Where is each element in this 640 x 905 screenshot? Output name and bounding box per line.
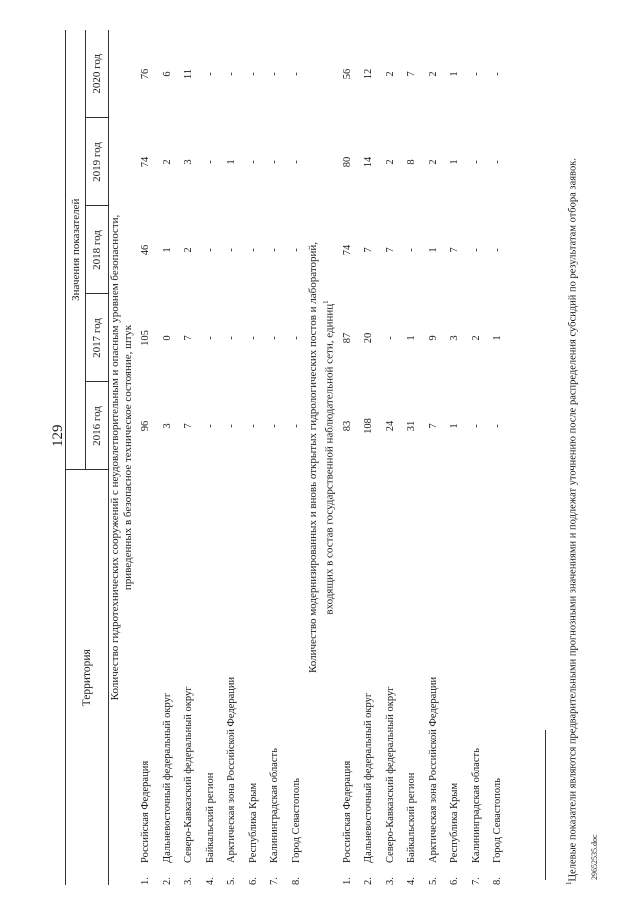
value-cell: - — [269, 72, 281, 76]
value-cell: - — [290, 72, 302, 76]
value-cell: 76 — [140, 68, 152, 80]
value-cell: 1 — [449, 423, 461, 429]
value-cell: 46 — [140, 244, 152, 256]
value-cell: 7 — [449, 247, 461, 253]
value-cell: - — [226, 72, 238, 76]
table-row — [337, 30, 359, 885]
value-cell: - — [226, 424, 238, 428]
territory-name: Республика Крым — [449, 782, 461, 863]
footnote-marker: 1 — [565, 881, 573, 885]
value-cell: 3 — [449, 335, 461, 341]
value-cell: - — [406, 248, 418, 252]
row-number: 2. — [161, 877, 173, 885]
indicator-values-header: Значения показателей — [66, 30, 86, 470]
value-cell: - — [204, 160, 216, 164]
year-header: 2018 год — [86, 206, 109, 294]
value-cell: 2 — [427, 159, 439, 165]
value-cell: - — [290, 160, 302, 164]
value-cell: - — [492, 248, 504, 252]
indicators-table — [65, 30, 509, 885]
value-cell: - — [290, 424, 302, 428]
value-cell: 6 — [161, 71, 173, 77]
value-cell: - — [247, 424, 259, 428]
value-cell: - — [269, 424, 281, 428]
table-body — [109, 30, 509, 885]
row-number: 5. — [226, 877, 238, 885]
section-title-row — [109, 30, 136, 885]
row-number: 8. — [290, 877, 302, 885]
value-cell: 2 — [470, 335, 482, 341]
value-cell: - — [269, 336, 281, 340]
table-row — [178, 30, 200, 885]
row-number: 1. — [341, 877, 353, 885]
section-title-line — [122, 30, 135, 885]
value-cell: 11 — [183, 68, 195, 80]
table-row — [221, 30, 243, 885]
value-cell: - — [492, 160, 504, 164]
value-cell: - — [247, 72, 259, 76]
value-cell: 7 — [363, 247, 375, 253]
table-row — [286, 30, 308, 885]
territory-header: Территория — [66, 470, 109, 885]
table-row — [200, 30, 222, 885]
value-cell: 7 — [183, 335, 195, 341]
territory-name: Арктическая зона Российской Федерации — [226, 676, 238, 863]
row-number: 2. — [363, 877, 375, 885]
value-cell: 2 — [161, 159, 173, 165]
value-cell: 7 — [406, 71, 418, 77]
page-number: 129 — [50, 424, 66, 447]
value-cell: - — [247, 160, 259, 164]
value-cell: - — [226, 336, 238, 340]
territory-name: Арктическая зона Российской Федерации — [427, 676, 439, 863]
value-cell: 1 — [226, 159, 238, 165]
value-cell: 12 — [363, 68, 375, 80]
value-cell: 74 — [341, 244, 353, 256]
value-cell: 7 — [427, 423, 439, 429]
value-cell: 31 — [406, 420, 418, 432]
territory-name: Город Севастополь — [290, 778, 302, 863]
value-cell: - — [247, 336, 259, 340]
table-row — [401, 30, 423, 885]
value-cell: - — [204, 72, 216, 76]
table-row — [358, 30, 380, 885]
table-row — [444, 30, 466, 885]
territory-name: Северо-Кавказский федеральный округ — [183, 686, 195, 863]
section-title-text: входящих в состав государственной наблюдательной сети, единиц — [323, 303, 336, 615]
territory-name: Северо-Кавказский федеральный округ — [384, 686, 396, 863]
territory-name: Дальневосточный федеральный округ — [363, 692, 375, 863]
value-cell: - — [492, 72, 504, 76]
row-number: 1. — [140, 877, 152, 885]
row-number: 6. — [449, 877, 461, 885]
row-number: 8. — [492, 877, 504, 885]
value-cell: - — [204, 424, 216, 428]
territory-name: Калининградская область — [470, 748, 482, 863]
value-cell: 83 — [341, 420, 353, 432]
value-cell: 0 — [161, 335, 173, 341]
row-number: 4. — [406, 877, 418, 885]
section-title-line: Количество гидротехнических сооружений с неудовлетворительным и опасным уровнем безопасности, — [109, 214, 121, 701]
value-cell: - — [247, 248, 259, 252]
value-cell: - — [204, 336, 216, 340]
section-title-line: Количество модернизированных и вновь открытых гидрологических постов и лабораторий, — [307, 241, 319, 674]
value-cell: - — [470, 248, 482, 252]
value-cell: - — [470, 160, 482, 164]
territory-name: Байкальский регион — [204, 772, 216, 863]
value-cell: - — [492, 424, 504, 428]
value-cell: 1 — [449, 71, 461, 77]
table-row — [466, 30, 488, 885]
value-cell: 1 — [492, 335, 504, 341]
row-number: 5. — [427, 877, 439, 885]
value-cell: 108 — [363, 418, 375, 434]
value-cell: 24 — [384, 420, 396, 432]
table-row — [243, 30, 265, 885]
value-cell: - — [384, 336, 396, 340]
table-row — [487, 30, 509, 885]
value-cell: 3 — [183, 159, 195, 165]
value-cell: 1 — [427, 247, 439, 253]
value-cell: - — [269, 160, 281, 164]
year-header: 2016 год — [86, 382, 109, 470]
row-number: 6. — [247, 877, 259, 885]
document-id: 29652535.doc — [590, 834, 599, 880]
value-cell: 80 — [341, 156, 353, 168]
year-header: 2020 год — [86, 30, 109, 118]
table-row — [380, 30, 402, 885]
value-cell: 8 — [406, 159, 418, 165]
section-title-row — [307, 30, 337, 885]
footnote-separator — [545, 730, 546, 880]
value-cell: 2 — [384, 71, 396, 77]
value-cell: - — [290, 248, 302, 252]
row-number: 3. — [384, 877, 396, 885]
value-cell: 74 — [140, 156, 152, 168]
value-cell: 9 — [427, 335, 439, 341]
value-cell: 14 — [363, 156, 375, 168]
value-cell: - — [290, 336, 302, 340]
footnote-text: Целевые показатели являются предварительными прогнозными значениями и подлежат уточнению после распределения субсидий по результатам отбора заявок. — [567, 158, 579, 882]
value-cell: - — [470, 72, 482, 76]
value-cell: 1 — [161, 247, 173, 253]
value-cell: - — [226, 248, 238, 252]
value-cell: 56 — [341, 68, 353, 80]
territory-name: Российская Федерация — [140, 760, 152, 863]
table-row — [135, 30, 157, 885]
section-title — [109, 30, 136, 885]
value-cell: - — [204, 248, 216, 252]
territory-name: Город Севастополь — [492, 778, 504, 863]
territory-name: Российская Федерация — [341, 760, 353, 863]
value-cell: 2 — [183, 247, 195, 253]
territory-name: Байкальский регион — [406, 772, 418, 863]
territory-name: Дальневосточный федеральный округ — [161, 692, 173, 863]
row-number: 7. — [470, 877, 482, 885]
row-number: 4. — [204, 877, 216, 885]
section-title-line — [320, 30, 337, 885]
value-cell: 7 — [183, 423, 195, 429]
value-cell: 105 — [140, 330, 152, 346]
footnote — [563, 25, 580, 885]
section-title — [307, 30, 337, 885]
value-cell: - — [269, 248, 281, 252]
value-cell: 87 — [341, 332, 353, 344]
value-cell: 2 — [427, 71, 439, 77]
year-header: 2017 год — [86, 294, 109, 382]
value-cell: 1 — [406, 335, 418, 341]
value-cell: 20 — [363, 332, 375, 344]
table-row — [157, 30, 179, 885]
row-number: 7. — [269, 877, 281, 885]
value-cell: 7 — [384, 247, 396, 253]
value-cell: - — [470, 424, 482, 428]
footnote-reference: 1 — [322, 300, 330, 304]
row-number: 3. — [183, 877, 195, 885]
value-cell: 96 — [140, 420, 152, 432]
table-row — [423, 30, 445, 885]
territory-name: Калининградская область — [269, 748, 281, 863]
value-cell: 1 — [449, 159, 461, 165]
value-cell: 2 — [384, 159, 396, 165]
territory-name: Республика Крым — [247, 782, 259, 863]
section-title-text: приведенных в безопасное техническое состояние, штук — [122, 324, 134, 591]
table-row — [264, 30, 286, 885]
year-header: 2019 год — [86, 118, 109, 206]
value-cell: 3 — [161, 423, 173, 429]
